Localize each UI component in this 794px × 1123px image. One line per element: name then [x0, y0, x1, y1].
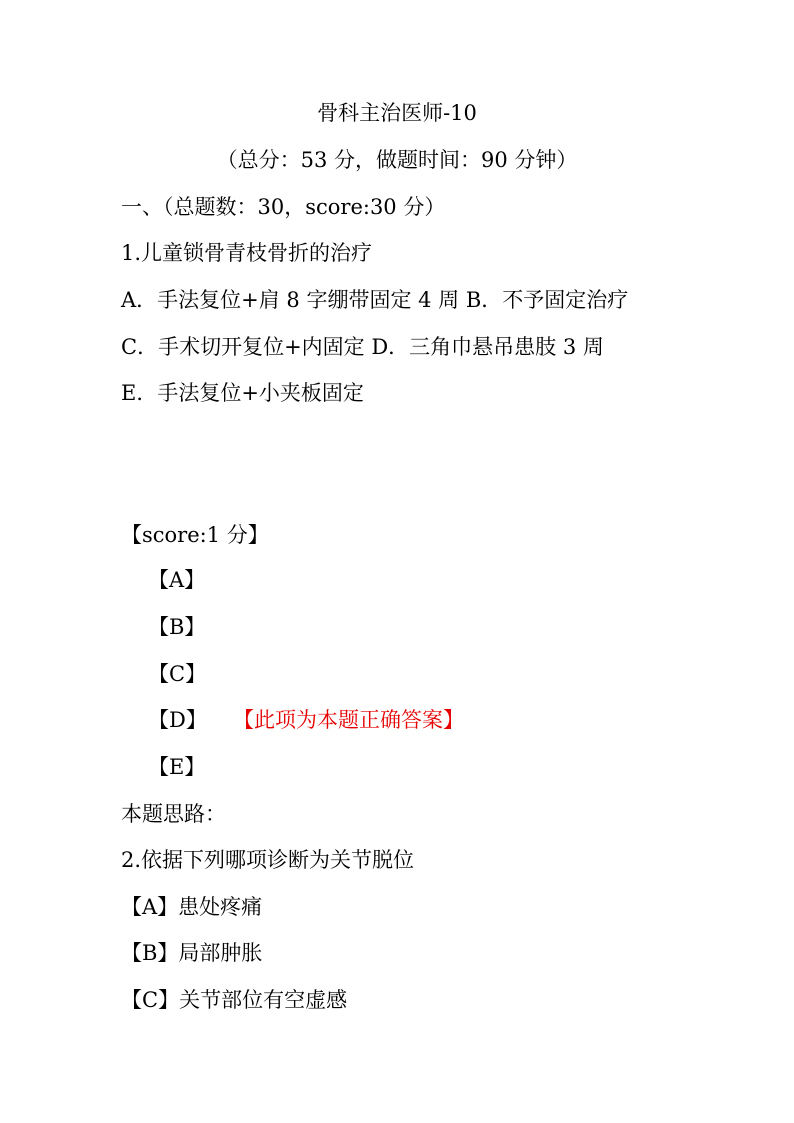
- explanation-label: 本题思路：: [121, 802, 226, 826]
- option-line: 【C】关节部位有空虚感: [121, 988, 348, 1012]
- option-line: A．手法复位+肩 8 字绷带固定 4 周 B．不予固定治疗: [121, 288, 629, 312]
- question-stem: 2.依据下列哪项诊断为关节脱位: [121, 848, 415, 872]
- option-line: 【B】局部肿胀: [121, 941, 263, 965]
- document-title: 骨科主治医师-10: [317, 101, 477, 125]
- answer-option-e: 【E】: [148, 755, 206, 779]
- answer-option-a: 【A】: [148, 568, 206, 592]
- answer-option-b: 【B】: [148, 615, 206, 639]
- option-line: 【A】患处疼痛: [121, 895, 263, 919]
- question-stem: 1.儿童锁骨青枝骨折的治疗: [121, 241, 373, 265]
- answer-option-c: 【C】: [148, 662, 207, 686]
- correct-answer-marker: 【此项为本题正确答案】: [233, 708, 464, 732]
- answer-option-d: 【D】: [148, 708, 207, 732]
- option-line: E．手法复位+小夹板固定: [121, 381, 364, 405]
- option-line: C．手术切开复位+内固定 D．三角巾悬吊患肢 3 周: [121, 335, 604, 359]
- document-subtitle: （总分：53 分，做题时间：90 分钟）: [216, 148, 578, 172]
- section-header: 一、（总题数：30，score:30 分）: [121, 195, 446, 219]
- score-label: 【score:1 分】: [121, 523, 269, 547]
